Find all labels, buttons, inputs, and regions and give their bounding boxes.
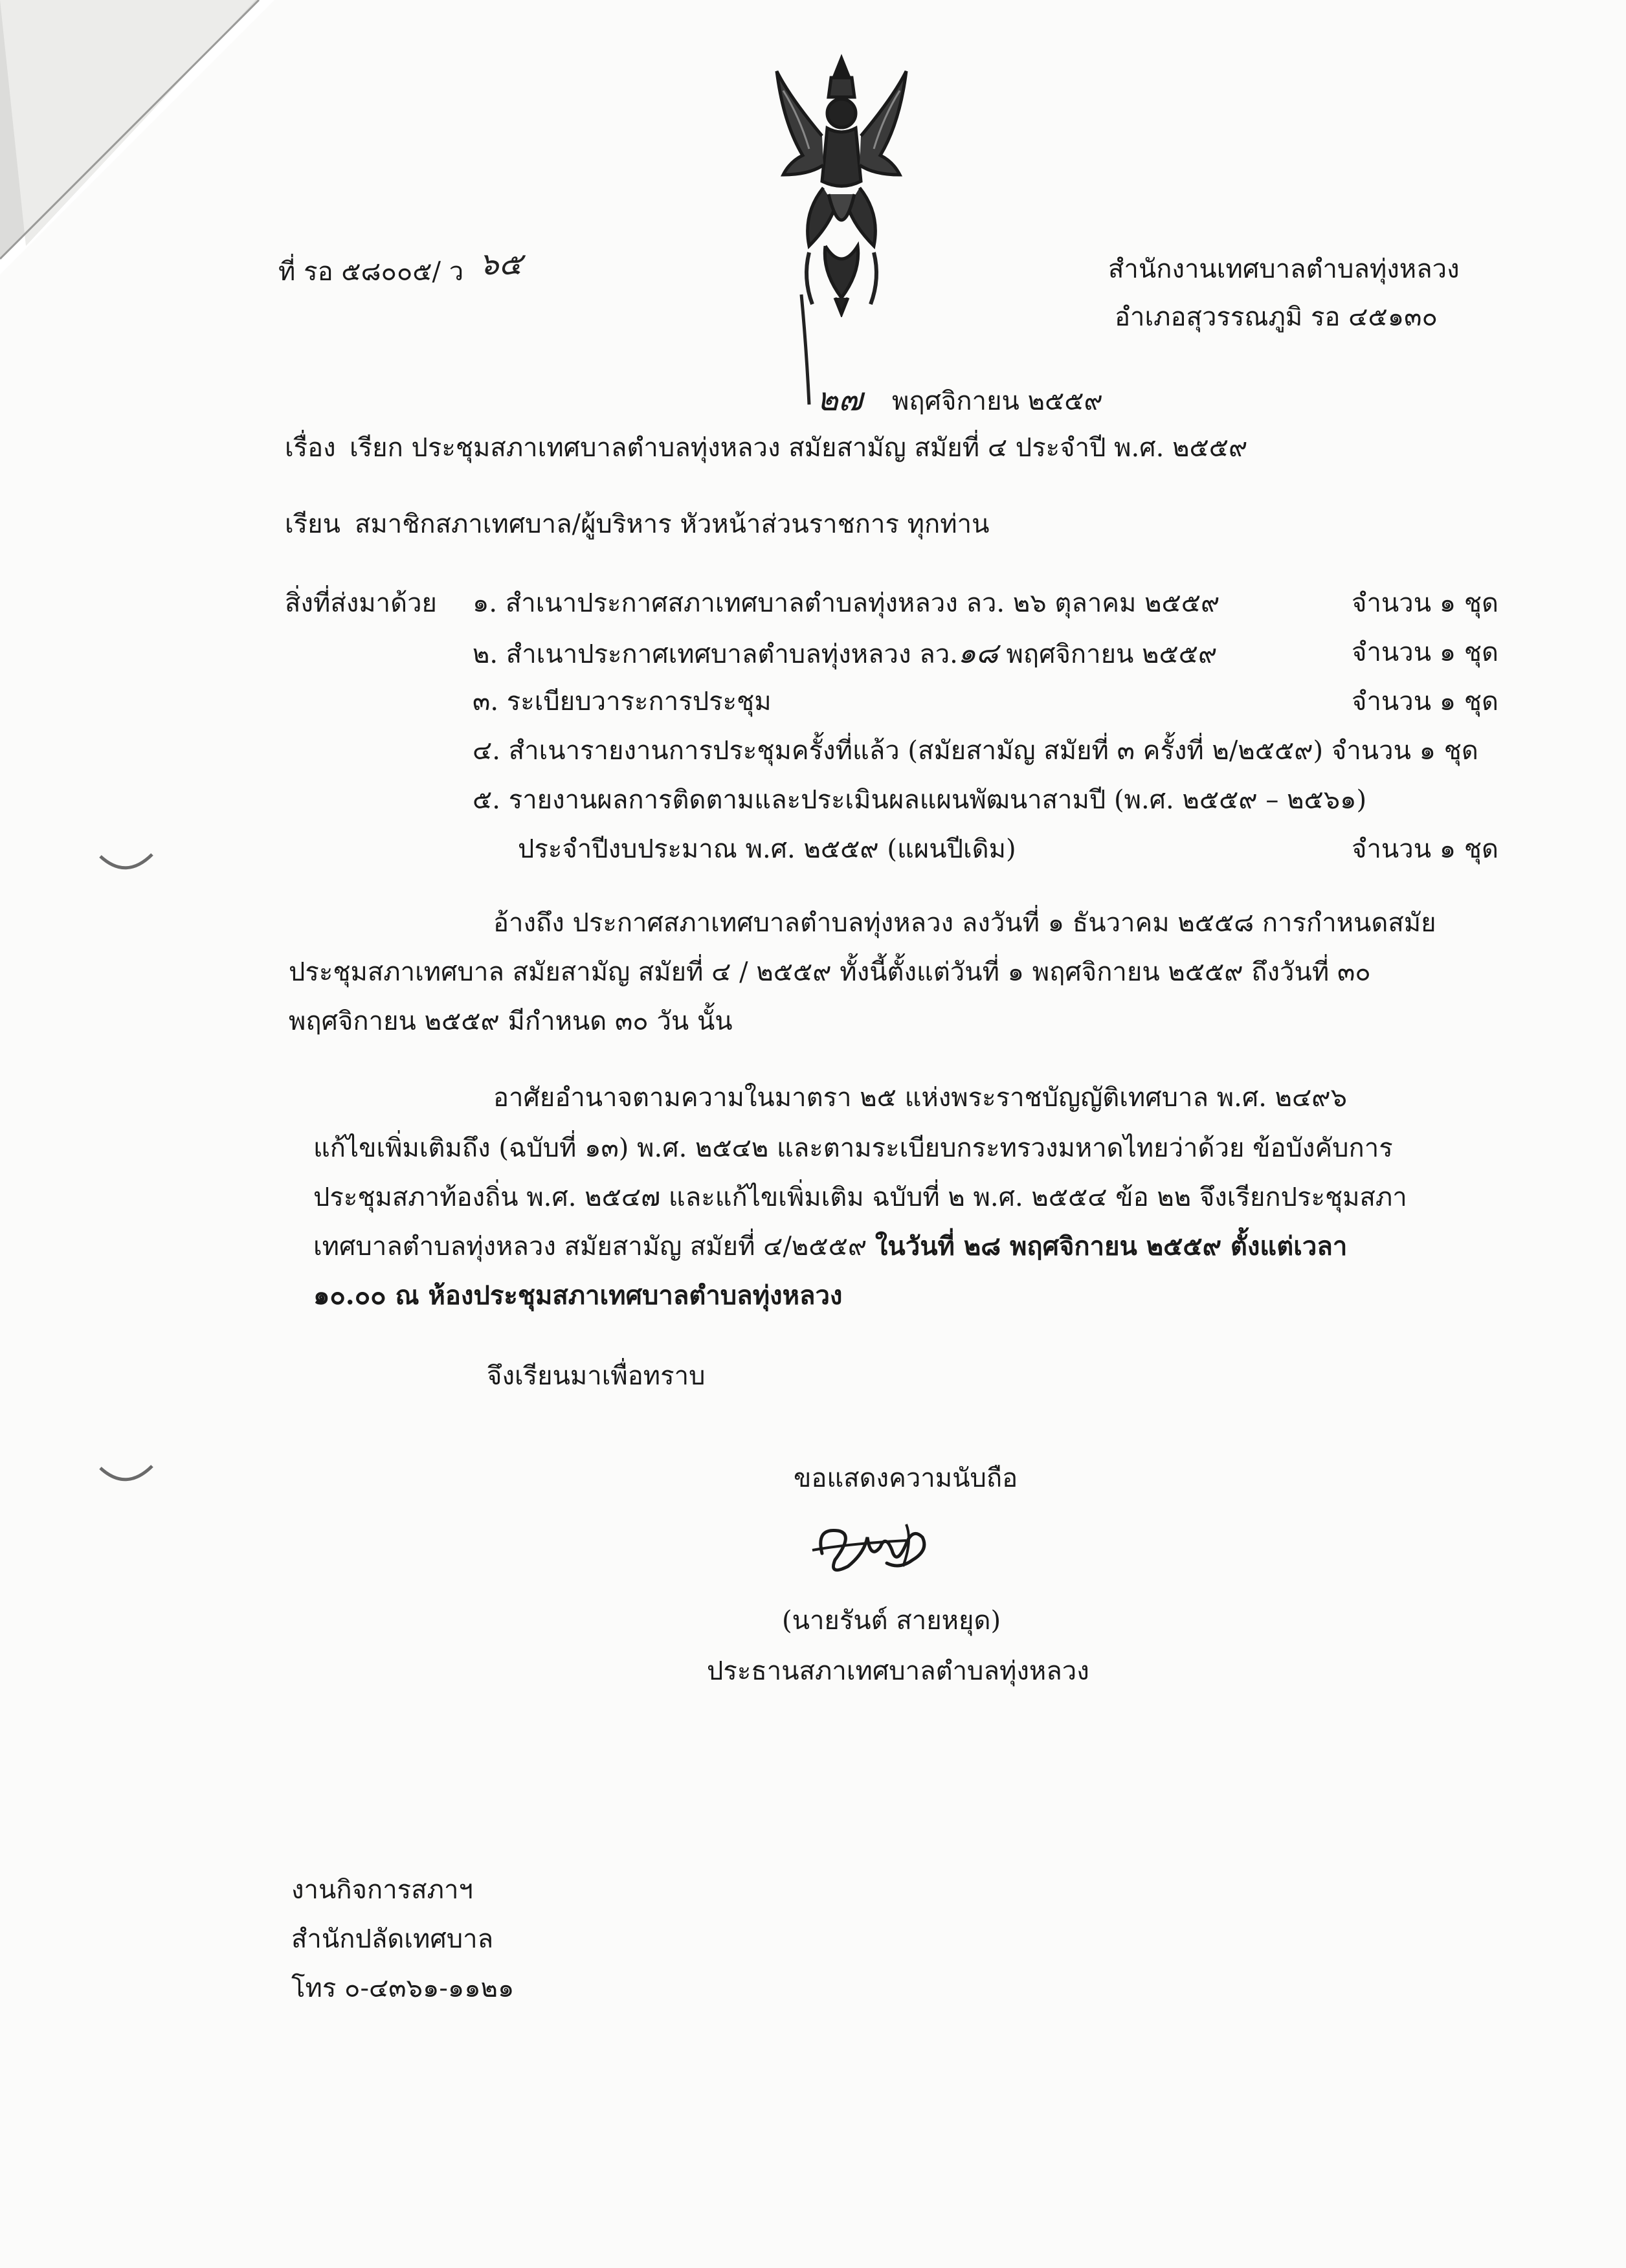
signer-position: ประธานสภาเทศบาลตำบลทุ่งหลวง bbox=[707, 1656, 1089, 1686]
body-text: เทศบาลตำบลทุ่งหลวง สมัยสามัญ สมัยที่ ๔/๒๕๕๙ bbox=[313, 1232, 875, 1262]
garuda-emblem-icon bbox=[764, 52, 919, 317]
enclosure-item: ๔. สำเนารายงานการประชุมครั้งที่แล้ว (สมัยสามัญ สมัยที่ ๓ ครั้งที่ ๒/๒๕๕๙) จำนวน ๑ ชุด bbox=[473, 736, 1478, 766]
enclosure-item: ๓. ระเบียบวาระการประชุม bbox=[473, 687, 772, 717]
meeting-date-bold: ในวันที่ ๒๘ พฤศจิกายน ๒๕๕๙ ตั้งแต่เวลา bbox=[874, 1231, 1348, 1262]
folded-corner bbox=[0, 0, 274, 274]
enclosure-item: ๕. รายงานผลการติดตามและประเมินผลแผนพัฒนาสามปี (พ.ศ. ๒๕๕๙ – ๒๕๖๑) bbox=[473, 785, 1367, 815]
office-name: สำนักงานเทศบาลตำบลทุ่งหลวง bbox=[1108, 254, 1460, 284]
signer-name: (นายรันต์ สายหยุด) bbox=[782, 1606, 1001, 1636]
meeting-venue-bold: ๑๐.๐๐ ณ ห้องประชุมสภาเทศบาลตำบลทุ่งหลวง bbox=[313, 1280, 843, 1311]
subject-label: เรื่อง bbox=[285, 433, 336, 463]
body-paragraph-line: อ้างถึง ประกาศสภาเทศบาลตำบลทุ่งหลวง ลงวันที่ ๑ ธันวาคม ๒๕๕๘ การกำหนดสมัย bbox=[493, 908, 1436, 938]
pen-stroke-mark bbox=[795, 291, 814, 408]
footer-department: งานกิจการสภาฯ bbox=[291, 1875, 473, 1905]
closing-line: จึงเรียนมาเพื่อทราบ bbox=[487, 1361, 706, 1391]
enclosure-item bbox=[473, 639, 1217, 668]
body-paragraph-line: พฤศจิกายน ๒๕๕๙ มีกำหนด ๓๐ วัน นั้น bbox=[289, 1006, 733, 1036]
date-day-handwritten: ๒๗ bbox=[817, 381, 863, 418]
enclosures-label: สิ่งที่ส่งมาด้วย bbox=[285, 588, 437, 618]
footer-phone: โทร ๐-๔๓๖๑-๑๑๒๑ bbox=[291, 1973, 515, 2003]
body-paragraph-line bbox=[313, 1231, 1348, 1262]
body-paragraph-line: ประชุมสภาเทศบาล สมัยสามัญ สมัยที่ ๔ / ๒๕๕๙ ทั้งนี้ตั้งแต่วันที่ ๑ พฤศจิกายน ๒๕๕๙ ถึงวันที่ ๓๐ bbox=[289, 957, 1371, 987]
enclosure-qty: จำนวน ๑ ชุด bbox=[1352, 834, 1498, 864]
body-paragraph-line: อาศัยอำนาจตามความในมาตรา ๒๕ แห่งพระราชบัญญัติเทศบาล พ.ศ. ๒๔๙๖ bbox=[493, 1083, 1347, 1113]
body-paragraph-line: ประชุมสภาท้องถิ่น พ.ศ. ๒๕๔๗ และแก้ไขเพิ่มเติม ฉบับที่ ๒ พ.ศ. ๒๕๕๔ ข้อ ๒๒ จึงเรียกประชุมสภา bbox=[313, 1183, 1407, 1212]
punch-hole-mark bbox=[97, 851, 155, 877]
enclosure-qty: จำนวน ๑ ชุด bbox=[1352, 588, 1498, 618]
body-paragraph-line: แก้ไขเพิ่มเติมถึง (ฉบับที่ ๑๓) พ.ศ. ๒๕๔๒ และตามระเบียบกระทรวงมหาดไทยว่าด้วย ข้อบังคับการ bbox=[313, 1133, 1393, 1163]
enclosure-item: ๑. สำเนาประกาศสภาเทศบาลตำบลทุ่งหลวง ลว. ๒๖ ตุลาคม ๒๕๕๙ bbox=[473, 588, 1220, 618]
enclosure-item-text-after: พฤศจิกายน ๒๕๕๙ bbox=[997, 639, 1218, 669]
enclosure-handwritten-day: ๑๘ bbox=[957, 637, 998, 670]
document-date: พฤศจิกายน ๒๕๕๙ bbox=[892, 386, 1103, 416]
recipient-label: เรียน bbox=[285, 509, 340, 539]
enclosure-item: ประจำปีงบประมาณ พ.ศ. ๒๕๕๙ (แผนปีเดิม) bbox=[518, 834, 1016, 864]
punch-hole-mark bbox=[97, 1463, 155, 1489]
signature-scribble bbox=[809, 1515, 939, 1586]
subject-text: เรียก ประชุมสภาเทศบาลตำบลทุ่งหลวง สมัยสามัญ สมัยที่ ๔ ประจำปี พ.ศ. ๒๕๕๙ bbox=[350, 433, 1248, 463]
reference-handwritten: ๖๕ bbox=[479, 246, 522, 282]
reference-number: ที่ รอ ๕๘๐๐๕/ ว bbox=[278, 257, 464, 287]
recipient-text: สมาชิกสภาเทศบาล/ผู้บริหาร หัวหน้าส่วนราชการ ทุกท่าน bbox=[355, 509, 990, 539]
enclosure-qty: จำนวน ๑ ชุด bbox=[1352, 638, 1498, 667]
regards: ขอแสดงความนับถือ bbox=[794, 1463, 1018, 1493]
enclosure-qty: จำนวน ๑ ชุด bbox=[1352, 687, 1498, 717]
footer-office: สำนักปลัดเทศบาล bbox=[291, 1924, 494, 1954]
office-address: อำเภอสุวรรณภูมิ รอ ๔๕๑๓๐ bbox=[1115, 302, 1438, 332]
enclosure-item-text: ๒. สำเนาประกาศเทศบาลตำบลทุ่งหลวง ลว. bbox=[473, 639, 958, 669]
